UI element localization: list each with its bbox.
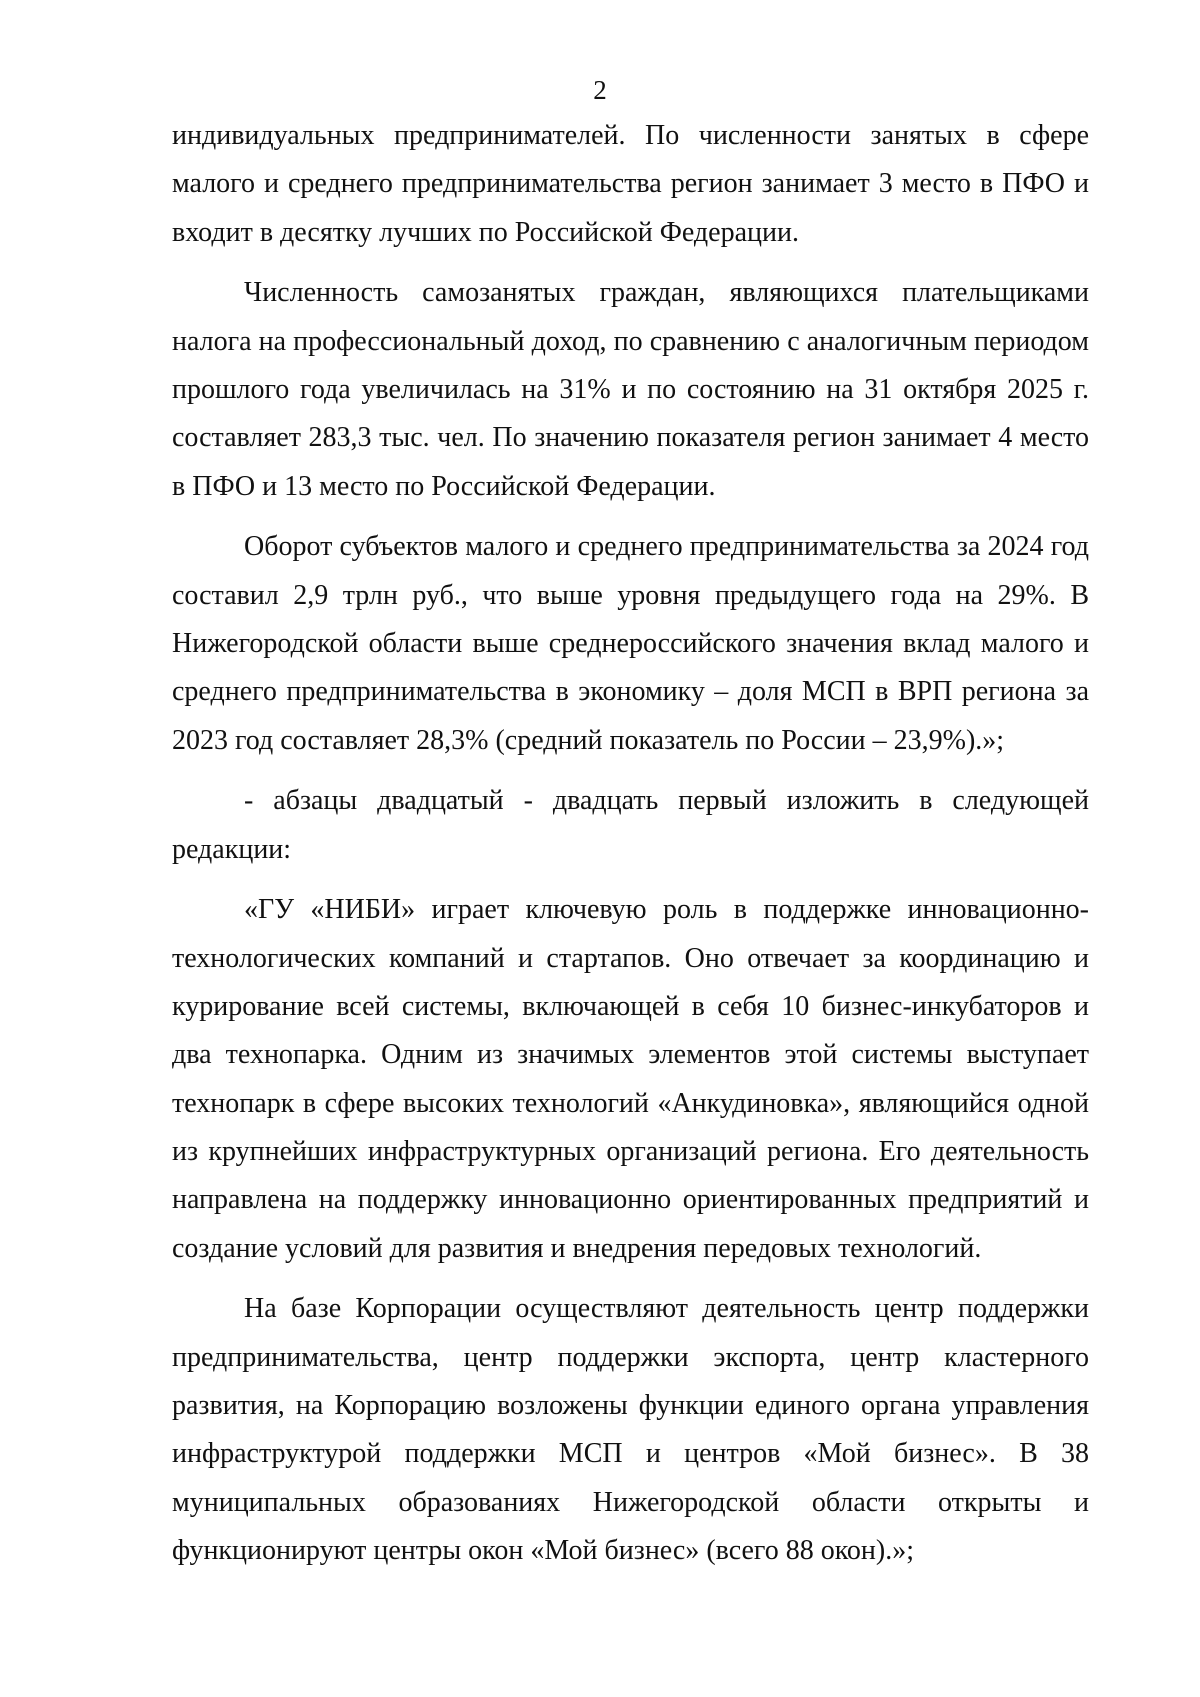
paragraph-amendment-instruction: - абзацы двадцатый - двадцать первый изложить в следующей редакции: <box>172 785 1089 865</box>
document-body <box>172 112 1089 1575</box>
page-number: 2 <box>593 75 607 105</box>
paragraph-sme-turnover: Оборот субъектов малого и среднего предпринимательства за 2024 год составил 2,9 трлн руб., что выше уровня предыдущего года на 29%. В Нижегородской области выше среднероссийского значения вклад малого и среднего предпринимательства в экономику – доля МСП в ВРП региона за 2023 год составляет 28,3% (средний показатель по России – 23,9%).»; <box>172 531 1089 756</box>
paragraph-self-employed: Численность самозанятых граждан, являющихся плательщиками налога на профессиональный доход, по сравнению с аналогичным периодом прошлого года увеличилась на 31% и по состоянию на 31 октября 2025 г. составляет 283,3 тыс. чел. По значению показателя регион занимает 4 место в ПФО и 13 место по Российской Федерации. <box>172 277 1089 502</box>
paragraph-nibi-role: «ГУ «НИБИ» играет ключевую роль в поддержке инновационно-технологических компаний и стартапов. Оно отвечает за координацию и курирование всей системы, включающей в себя 10 бизнес-инкубаторов и два технопарка. Одним из значимых элементов этой системы выступает технопарк в сфере высоких технологий «Анкудиновка», являющийся одной из крупнейших инфраструктурных организаций региона. Его деятельность направлена на поддержку инновационно ориентированных предприятий и создание условий для развития и внедрения передовых технологий. <box>172 894 1089 1264</box>
paragraph-entrepreneurs-employment: индивидуальных предпринимателей. По численности занятых в сфере малого и среднего предпринимательства регион занимает 3 место в ПФО и входит в десятку лучших по Российской Федерации. <box>172 120 1089 248</box>
paragraph-corporation-centers: На базе Корпорации осуществляют деятельность центр поддержки предпринимательства, центр поддержки экспорта, центр кластерного развития, на Корпорацию возложены функции единого органа управления инфраструктурой поддержки МСП и центров «Мой бизнес». В 38 муниципальных образованиях Нижегородской области открыты и функционируют центры окон «Мой бизнес» (всего 88 окон).»; <box>172 1293 1089 1566</box>
